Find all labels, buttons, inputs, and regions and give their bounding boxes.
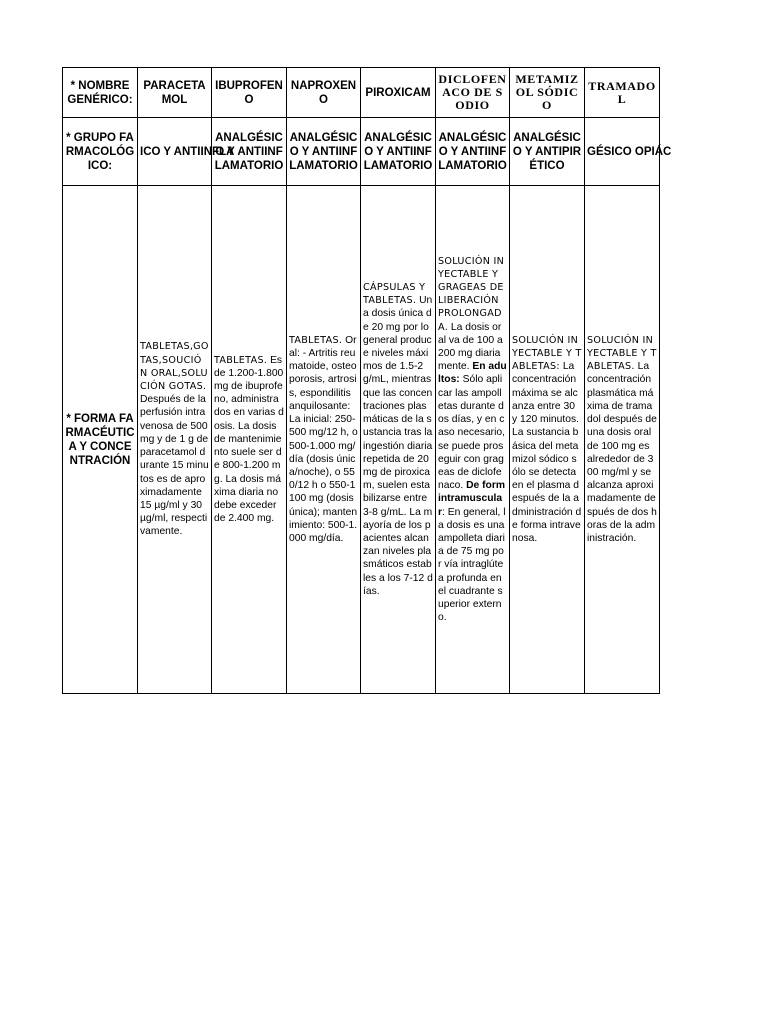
forma-piroxicam — [361, 186, 436, 694]
drug-comparison-table — [62, 67, 672, 694]
name-diclofenaco: DICLOFENACO DE SODIO — [436, 68, 510, 118]
text-piroxicam: Una dosis única de 20 mg por lo general produce niveles máximos de 1.5-2 g/mL, mientras que las concentraciones plasmáticas de la sustancia tras la ingestión diaria repetida de 20 mg de piroxicam, suelen estabilizarse entre 3-8 g/mL. La mayoría de los pacientes alcanzan niveles plasmáticos estables a los 7-12 días. — [363, 295, 433, 597]
text3-diclofenaco: : En general, la dosis es una ampolleta diaria de 75 mg por vía intraglútea profunda en el cuadrante superior externo. — [438, 506, 506, 624]
lead-paracetamol: TABLETAS,GOTAS,SOUCIÓN ORAL,SOLUCIÓN GOTAS. — [140, 341, 209, 393]
label-nombre-generico: * NOMBRE GENÉRICO: — [63, 68, 138, 118]
lead-diclofenaco: SOLUCIÓN INYECTABLE Y GRAGEAS DE LIBERACIÓN PROLONGADA. — [438, 255, 505, 333]
text-ibuprofeno: Es de 1.200-1.800 mg de ibuprofeno, administrados en varias dosis. La dosis de mantenimiento suele ser de 800-1.200 mg. La dosis máxima diaria no debe exceder de 2.400 mg. — [214, 354, 284, 525]
group-tramadol: GÉSICO OPIÁC — [585, 118, 660, 186]
bold2-diclofenaco: De form intramuscular — [438, 480, 505, 518]
lead-metamizol: SOLUCIÓN INYECTABLE Y TABLETAS: — [512, 334, 582, 373]
label-forma-farmaceutica: * FORMA FARMACÉUTICA Y CONCENTRACIÓN — [63, 186, 138, 694]
text-tramadol: La concentración plasmática máxima de tramadol después de una dosis oral de 100 mg es alrededor de 300 mg/ml y se alcanza aproximadamente después de dos horas de la administración. — [587, 361, 657, 544]
lead-piroxicam: CÁPSULAS Y TABLETAS. — [363, 282, 426, 307]
group-ibuprofeno: ANALGÉSICO Y ANTIINFLAMATORIO — [212, 118, 287, 186]
group-paracetamol: ICO Y ANTIINFLA — [138, 118, 212, 186]
group-naproxeno: ANALGÉSICO Y ANTIINFLAMATORIO — [287, 118, 361, 186]
name-naproxeno: NAPROXENO — [287, 68, 361, 118]
row-grupo-farmacologico — [63, 118, 660, 186]
group-piroxicam: ANALGÉSICO Y ANTIINFLAMATORIO — [361, 118, 436, 186]
bold1-diclofenaco: En adultos: — [438, 361, 507, 386]
forma-diclofenaco — [436, 186, 510, 694]
text-naproxeno: Oral: - Artritis reumatoide, osteoporosis, artrosis, espondilitis anquilosante: La inicial: 250-500 mg/12 h, o 500-1.000 mg/día (dosis única/noche), o 550/12 h o 550-1100 mg (dosis única); mantenimiento: 500-1.000 mg/día. — [289, 334, 358, 544]
name-paracetamol: PARACETAMOL — [138, 68, 212, 118]
name-ibuprofeno: IBUPROFENO — [212, 68, 287, 118]
name-piroxicam: PIROXICAM — [361, 68, 436, 118]
forma-paracetamol — [138, 186, 212, 694]
label-grupo-farmacologico: * GRUPO FARMACOLÓGICO: — [63, 118, 138, 186]
lead-ibuprofeno: TABLETAS. — [214, 354, 268, 366]
drug-table-sheet — [62, 67, 672, 697]
forma-ibuprofeno — [212, 186, 287, 694]
group-metamizol: ANALGÉSICO Y ANTIPIRÉTICO — [510, 118, 585, 186]
text2-diclofenaco: Sólo aplicar las ampolletas durante dos días, y en caso necesario, se puede proseguir con grageas de diclofenaco. — [438, 374, 505, 492]
row-forma-farmaceutica — [63, 186, 660, 694]
group-diclofenaco: ANALGÉSICO Y ANTIINFLAMATORIO — [436, 118, 510, 186]
forma-tramadol — [585, 186, 660, 694]
row-nombre-generico — [63, 68, 660, 118]
name-tramadol: TRAMADOL — [585, 68, 660, 118]
forma-metamizol — [510, 186, 585, 694]
forma-naproxeno — [287, 186, 361, 694]
name-metamizol: METAMIZOL SÓDICO — [510, 68, 585, 118]
text1-diclofenaco: La dosis oral va de 100 a 200 mg diariamente. — [438, 321, 503, 373]
text-paracetamol: Después de la perfusión intravenosa de 500 mg y de 1 g de paracetamol durante 15 minutos es de aproximadamente 15 µg/ml y 30 µg/ml, respectivamente. — [140, 394, 209, 538]
lead-naproxeno: TABLETAS. — [289, 334, 343, 346]
text-metamizol: La concentración máxima se alcanza entre 30 y 120 minutos. La sustancia básica del metamizol sódico sólo se detecta en el plasma después de la administración de forma intravenosa. — [512, 361, 582, 544]
lead-tramadol: SOLUCIÓN INYECTABLE Y TABLETAS. — [587, 334, 657, 373]
